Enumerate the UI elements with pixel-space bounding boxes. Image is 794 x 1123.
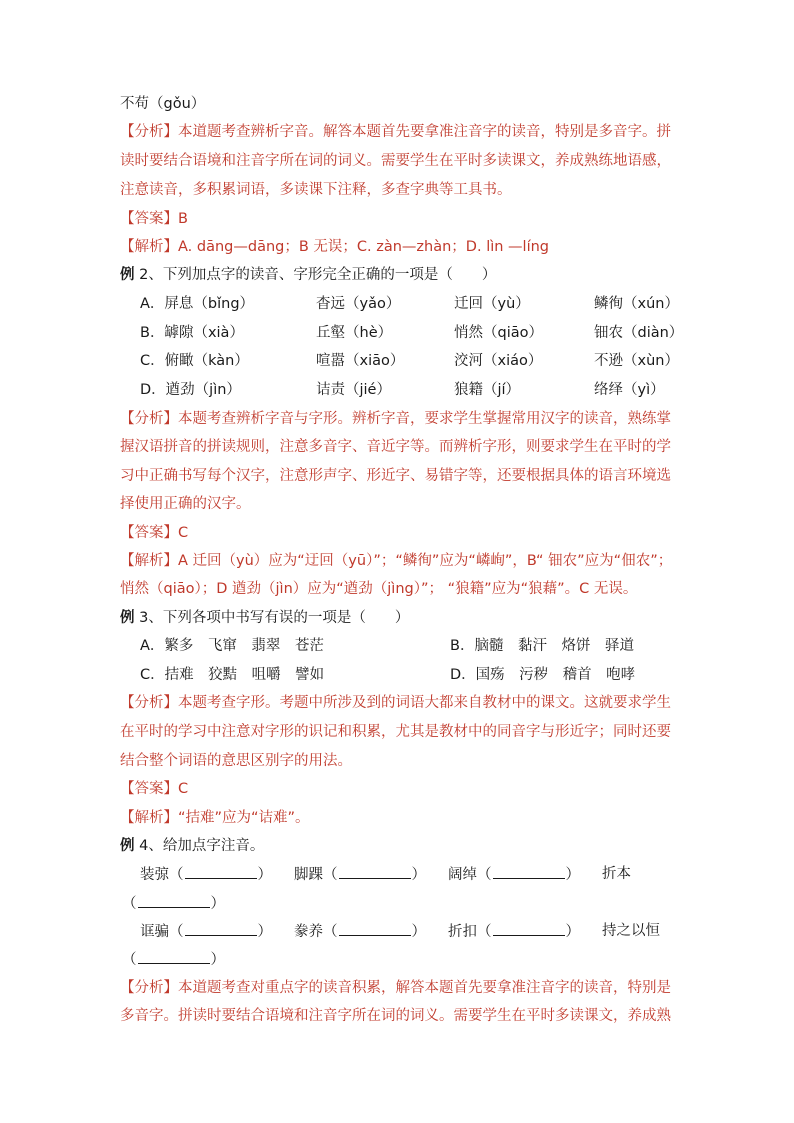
ex3-analysis-line-1: 【分析】本题考查字形。考题中所涉及到的词语大都来自教材中的课文。这就要求学生 [120, 695, 671, 711]
ex2-analysis-line-3: 习中正确书写每个汉字，注意形声字、形近字、易错字等，还要根据具体的语言环境选 [120, 468, 671, 484]
ex2-option-c-3: 洨河（xiáo） [454, 353, 543, 369]
ex1-explain: 【解析】A. dāng—dāng；B 无误；C. zàn—zhàn；D. lìn —líng [120, 239, 550, 255]
ex4-item-2: 脚踝（ ） [294, 864, 426, 885]
ex2-option-b-1: B．罅隙（xià） [140, 325, 244, 341]
ex2-explain-line-2: 悄然（qiāo）；D 遒劲（jìn）应为“遒劲（jìng）”； “狼籍”应为“狼藉”。C 无误。 [120, 581, 638, 597]
analysis-tag: 【分析】 [120, 124, 178, 140]
ex3-option-a: A．繁多 飞窜 翡翠 苍茫 [140, 638, 324, 654]
ex3-analysis-line-3: 结合整个词语的意思区别字的用法。 [120, 753, 352, 769]
ex4-item-1: 装弶（ ） [140, 864, 272, 885]
ex2-analysis-line-1: 【分析】本题考查辨析字音与字形。辨析字音，要求学生掌握常用汉字的读音，熟练掌 [120, 411, 671, 427]
top-line: 不苟（gǒu） [120, 96, 206, 112]
ex2-title: 例 2、下列加点字的读音、字形完全正确的一项是（ ） [120, 267, 497, 283]
ex3-explain: 【解析】“拮难”应为“诘难”。 [120, 810, 310, 826]
ex3-answer: 【答案】C [120, 781, 189, 797]
answer-blank[interactable] [493, 921, 565, 936]
ex2-analysis-line-2: 握汉语拼音的拼读规则，注意多音字、音近字等。而辨析字形，则要求学生在平时的学 [120, 439, 671, 455]
ex2-option-b-4: 钿农（diàn） [594, 325, 684, 341]
ex1-analysis-line-1: 【分析】本道题考查辨析字音。解答本题首先要拿准注音字的读音，特别是多音字。拼 [120, 124, 671, 140]
ex4-item-4: 折本 [602, 866, 631, 882]
ex2-option-d-3: 狼籍（jí） [454, 382, 521, 398]
ex3-option-b: B．脑髓 黏汗 烙饼 驿道 [450, 638, 634, 654]
ex3-option-d: D．国殇 污秽 稽首 咆哮 [450, 667, 636, 683]
answer-blank[interactable] [339, 864, 411, 879]
answer-blank[interactable] [339, 921, 411, 936]
ex4-item-3: 阔绰（ ） [448, 864, 580, 885]
ex1-analysis-line-2: 读时要结合语境和注音字所在词的词义。需要学生在平时多读课文，养成熟练地语感， [120, 153, 671, 169]
ex2-option-b-2: 丘壑（hè） [316, 325, 393, 341]
ex2-option-a-2: 杳远（yǎo） [316, 296, 401, 312]
answer-blank[interactable] [493, 864, 565, 879]
ex4-item-8-blank: （ ） [122, 949, 225, 970]
ex4-item-4-blank: （ ） [122, 893, 225, 914]
ex2-option-d-1: D．遒劲（jìn） [140, 382, 241, 398]
ex4-item-7: 折扣（ ） [448, 921, 580, 942]
answer-blank[interactable] [138, 949, 210, 964]
ex4-item-5: 诓骗（ ） [140, 921, 272, 942]
ex4-analysis-line-1: 【分析】本道题考查对重点字的读音积累，解答本题首先要拿准注音字的读音，特别是 [120, 980, 671, 996]
ex4-item-8: 持之以恒 [602, 923, 660, 939]
ex2-option-d-2: 诘责（jié） [316, 382, 391, 398]
ex2-option-c-2: 喧嚣（xiāo） [316, 353, 405, 369]
ex2-option-d-4: 络绎（yì） [594, 382, 665, 398]
ex1-analysis-line-3: 注意读音，多积累词语，多读课下注释，多查字典等工具书。 [120, 182, 512, 198]
ex3-title: 例 3、下列各项中书写有误的一项是（ ） [120, 610, 410, 626]
ex1-answer: 【答案】B [120, 211, 188, 227]
ex3-analysis-line-2: 在平时的学习中注意对字形的识记和积累，尤其是教材中的同音字与形近字；同时还要 [120, 724, 671, 740]
ex2-option-b-3: 悄然（qiāo） [454, 325, 543, 341]
ex2-explain-line-1: 【解析】A 迁回（yù）应为“迂回（yū）”；“鳞徇”应为“嶙峋”，B“ 钿农”应为“佃农”； [120, 553, 673, 569]
ex2-option-a-1: A．屏息（bǐng） [140, 296, 255, 312]
ex2-option-a-4: 鳞徇（xún） [594, 296, 679, 312]
answer-blank[interactable] [138, 893, 210, 908]
ex4-analysis-line-2: 多音字。拼读时要结合语境和注音字所在词的词义。需要学生在平时多读课文，养成熟 [120, 1008, 671, 1024]
ex4-item-6: 豢养（ ） [294, 921, 426, 942]
ex2-answer: 【答案】C [120, 525, 189, 541]
answer-blank[interactable] [185, 864, 257, 879]
ex2-option-a-3: 迁回（yù） [454, 296, 530, 312]
ex2-analysis-line-4: 择使用正确的汉字。 [120, 496, 251, 512]
ex2-option-c-4: 不逊（xùn） [594, 353, 679, 369]
ex4-title: 例 4、给加点字注音。 [120, 838, 265, 854]
ex2-option-c-1: C．俯瞰（kàn） [140, 353, 249, 369]
ex3-option-c: C．拮难 狡黠 咀嚼 譬如 [140, 667, 325, 683]
answer-blank[interactable] [185, 921, 257, 936]
